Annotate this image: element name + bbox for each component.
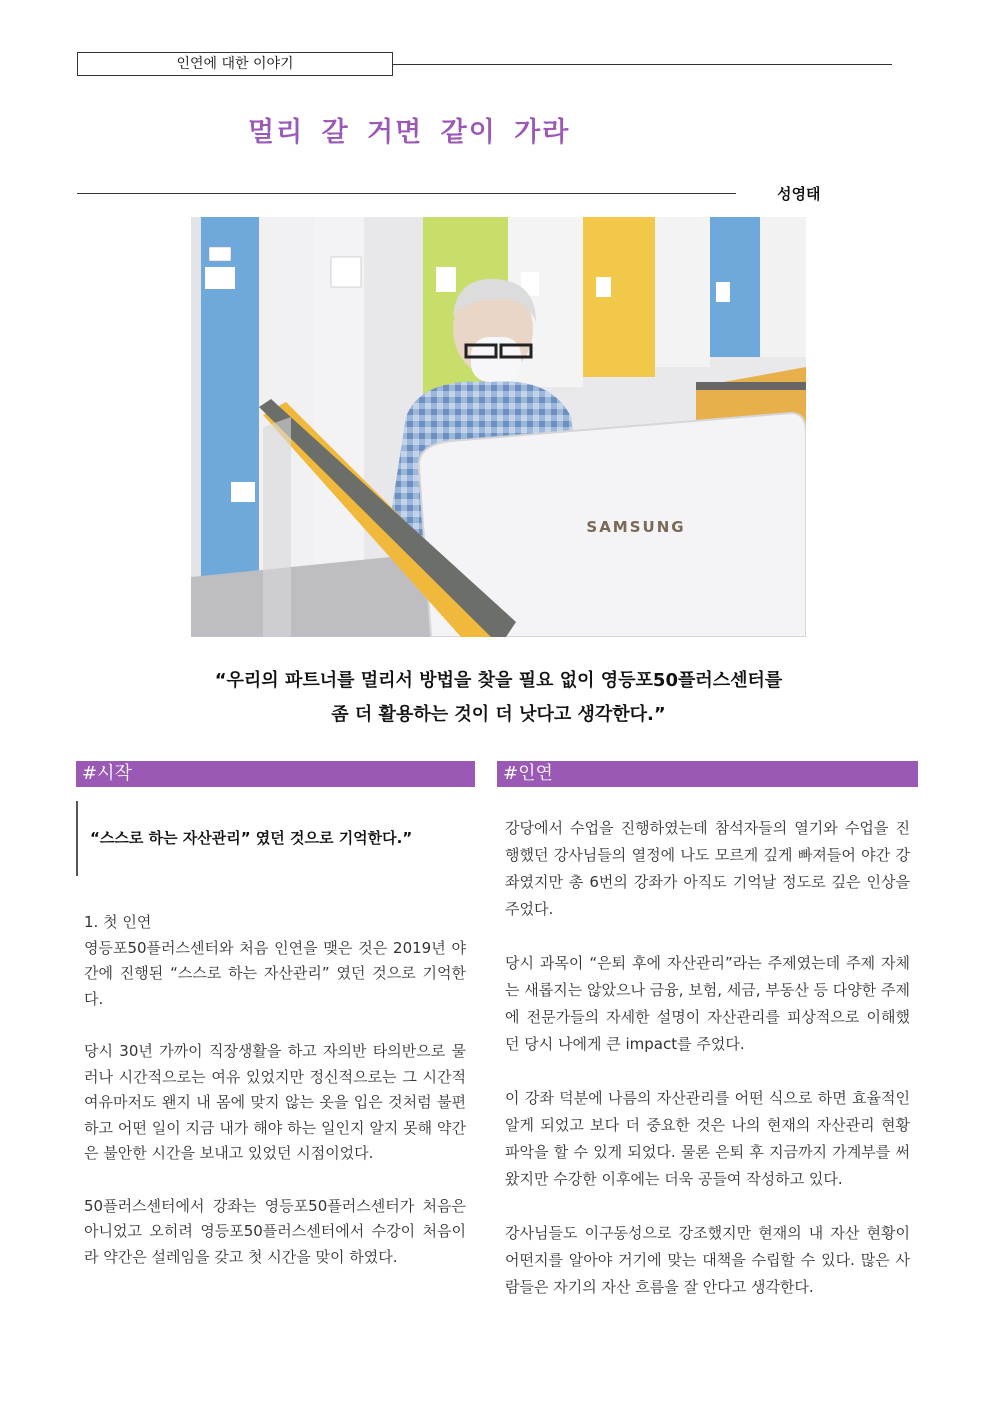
heading-start: #시작 (76, 761, 475, 787)
paragraph: 당시 과목이 “은퇴 후에 자산관리”라는 주제였는데 주제 자체는 새롭지는 않았으나 금융, 보험, 세금, 부동산 등 다양한 주제에 전문가들의 자세한 설명이 자산관리를 피상적으로 이해했던 당시 나에게 큰 impact를 주었다. (505, 954, 910, 1053)
subheading-first-encounter: 1. 첫 인연 (84, 913, 152, 931)
right-column-body (505, 815, 910, 1328)
paragraph: 50플러스센터에서 강좌는 영등포50플러스센터가 처음은 아니었고 오히려 영등포50플러스센터에서 수강이 처음이라 약간은 설레임을 갖고 첫 시간을 맞이 하였다. (84, 1196, 466, 1266)
paragraph: 강사님들도 이구동성으로 강조했지만 현재의 내 자산 현황이 어떤지를 알아야 거기에 맞는 대책을 수립할 수 있다. 많은 사람들은 자기의 자산 흐름을 잘 안다고 생각한다. (505, 1224, 910, 1296)
header-rule (393, 64, 892, 65)
author-name: 성영태 (777, 185, 821, 203)
article-photo (191, 217, 806, 637)
paragraph: 당시 30년 가까이 직장생활을 하고 자의반 타의반으로 물러나 시간적으로는 여유 있었지만 정신적으로는 그 시간적 여유마저도 왠지 내 몸에 맞지 않는 옷을 입은 것처럼 불편하고 어떤 일이 지금 내가 해야 하는 일인지 알지 못해 약간은 불안한 시간을 보내고 있었던 시점이었다. (84, 1042, 466, 1162)
left-column-body (84, 910, 466, 1297)
paragraph: 영등포50플러스센터와 처음 인연을 맺은 것은 2019년 야간에 진행된 “스스로 하는 자산관리” 였던 것으로 기억한다. (84, 938, 466, 1008)
paragraph: 이 강좌 덕분에 나름의 자산관리를 어떤 식으로 하면 효율적인 알게 되었고 보다 더 중요한 것은 나의 현재의 자산관리 현황파악을 할 수 있게 되었다. 물론 은퇴 후 지금까지 가계부를 써왔지만 수강한 이후에는 더욱 공들여 작성하고 있다. (505, 1089, 910, 1188)
callout-text: “스스로 하는 자산관리” 였던 것으로 기억한다.” (90, 829, 413, 847)
pull-quote-line-2: 좀 더 활용하는 것이 더 낫다고 생각한다.” (331, 704, 666, 725)
heading-relationship: #인연 (497, 761, 918, 787)
section-tag: 인연에 대한 이야기 (77, 52, 393, 76)
callout-box (76, 801, 475, 876)
pull-quote-line-1: “우리의 파트너를 멀리서 방법을 찾을 필요 없이 영등포50플러스센터를 (214, 670, 783, 691)
article-title: 멀리 갈 거면 같이 가라 (248, 117, 571, 148)
paragraph: 강당에서 수업을 진행하였는데 참석자들의 열기와 수업을 진행했던 강사님들의 열정에 나도 모르게 깊게 빠져들어 야간 강좌였지만 총 6번의 강좌가 아직도 기억날 정도로 깊은 인상을 주었다. (505, 819, 910, 918)
monitor-brand-label: SAMSUNG (586, 518, 686, 536)
pull-quote (191, 664, 806, 732)
author-rule (77, 193, 736, 194)
